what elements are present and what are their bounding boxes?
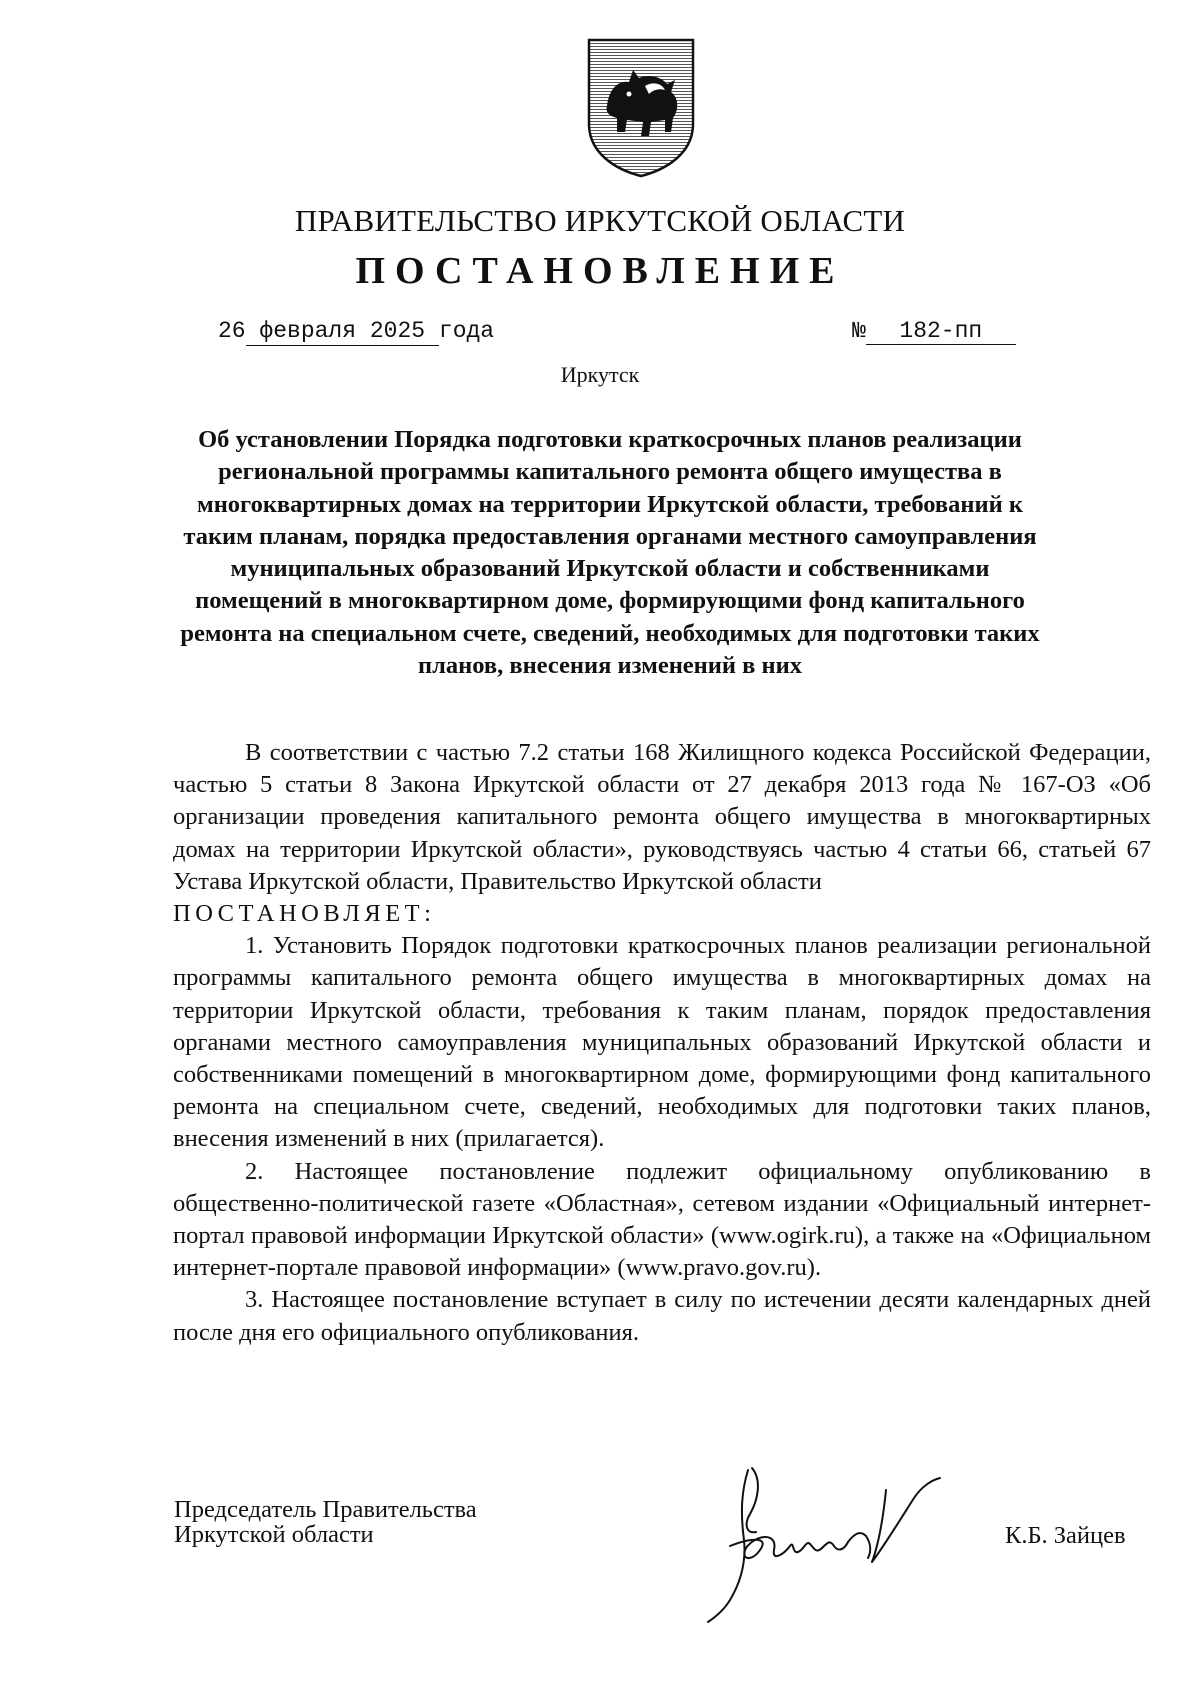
item-paragraph-3: 3. Настоящее постановление вступает в силу по истечении десяти календарных дней после дня его официального опубликования. (173, 1286, 1151, 1346)
number-value: 182-пп (866, 318, 1016, 345)
document-type: ПОСТАНОВЛЕНИЕ (355, 250, 845, 292)
item-paragraph-1: 1. Установить Порядок подготовки краткосрочных планов реализации региональной программы капитального ремонта общего имущества в многоквартирных домах на территории Иркутской области, требования к таким планам, порядок предоставления органами местного самоуправления муниципальных образований Иркутской области и собственниками помещений в многоквартирном доме, формирующими фонд капитального ремонта на специальном счете, сведений, необходимых для подготовки таких планов, внесения изменений в них (прилагается). (173, 932, 1151, 1153)
date-month-year: февраля 2025 (246, 318, 439, 346)
number-sign: № (852, 318, 866, 344)
date-suffix: года (438, 318, 495, 344)
government-name: ПРАВИТЕЛЬСТВО ИРКУТСКОЙ ОБЛАСТИ (294, 203, 906, 238)
position-line-2: Иркутской области (174, 1521, 374, 1548)
signature-icon (700, 1450, 960, 1630)
document-date (218, 318, 494, 344)
document-body (173, 737, 1151, 1349)
signatory-position (174, 1497, 477, 1547)
document-number (852, 318, 1016, 345)
preamble-paragraph: В соответствии с частью 7.2 статьи 168 Жилищного кодекса Российской Федерации, частью 5 статьи 8 Закона Иркутской области от 27 декабря 2013 года № 167-ОЗ «Об организации проведения капитального ремонта общего имущества в многоквартирных домах на территории Иркутской области», руководствуясь частью 4 статьи 66, статьей 67 Устава Иркутской области, Правительство Иркутской области (173, 739, 1151, 895)
coat-of-arms-icon (585, 36, 697, 179)
position-line-1: Председатель Правительства (174, 1496, 477, 1523)
date-day: 26 (218, 318, 246, 344)
document-title: Об установлении Порядка подготовки краткосрочных планов реализации региональной программы капитального ремонта общего имущества в многоквартирных домах на территории Иркутской области, требований к таким планам, порядка предоставления органами местного самоуправления муниципальных образований Иркутской области и собственниками помещений в многоквартирном доме, формирующими фонд капитального ремонта на специальном счете, сведений, необходимых для подготовки таких планов, внесения изменений в них (180, 426, 1040, 680)
signatory-name: К.Б. Зайцев (1005, 1522, 1126, 1549)
resolves-word: ПОСТАНОВЛЯЕТ: (173, 900, 436, 928)
document-city: Иркутск (560, 362, 640, 387)
item-paragraph-2: 2. Настоящее постановление подлежит официальному опубликованию в общественно-политической газете «Областная», сетевом издании «Официальный интернет-портал правовой информации Иркутской области» (www.ogirk.ru), а также на «Официальном интернет-портале правовой информации» (www.pravo.gov.ru). (173, 1157, 1151, 1282)
